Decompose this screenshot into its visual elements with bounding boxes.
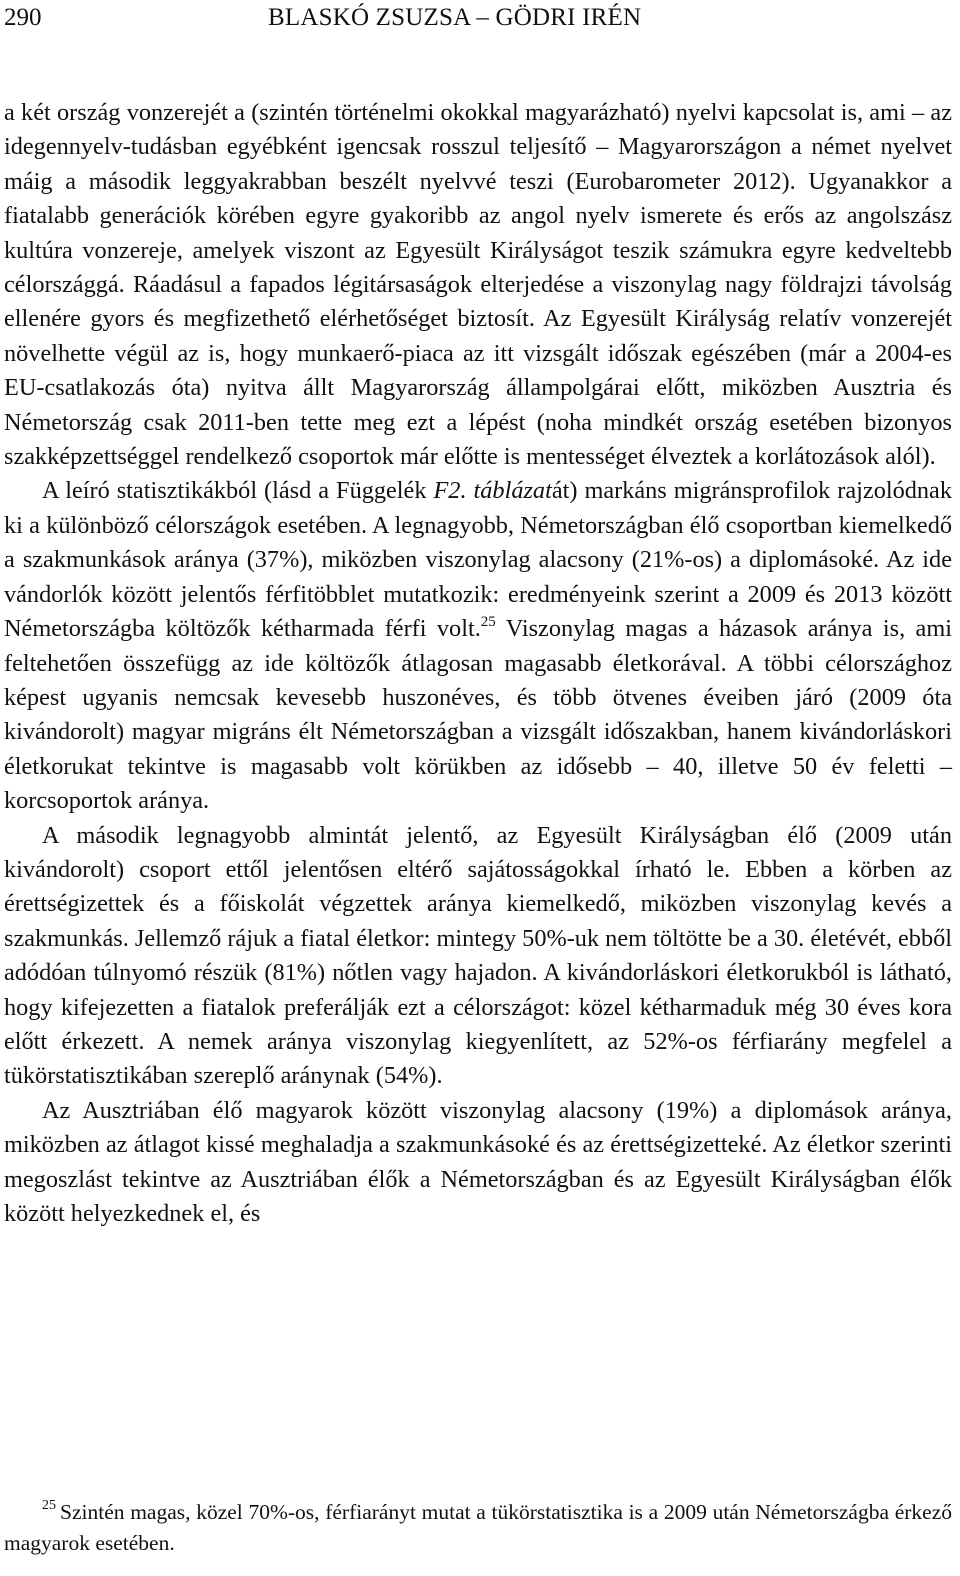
paragraph-3 xyxy=(4,819,952,1094)
footnote-25 xyxy=(4,1497,952,1559)
page-header xyxy=(4,0,952,36)
body-text xyxy=(4,96,952,1231)
footnote-reference-25[interactable]: 25 xyxy=(480,614,496,631)
footnote-divider xyxy=(4,1476,244,1477)
paragraph-1-text: a két ország vonzerejét a (szintén történelmi okokkal magyarázható) nyelvi kapcsolat is, ami – az idegennyelv-tudásban egyébként igencsak rosszul teljesítő – Magyarországon a német nyelvet máig a második leggyakrabban beszélt nyelvvé teszi (Eurobarometer 2012). Ugyanakkor a fiatalabb generációk körében egyre gyakoribb az angol nyelv ismerete és erős az angolszász kultúra vonzereje, amelyek viszont az Egyesült Királyságot teszik számukra egyre kedveltebb célországgá. Ráadásul a fapados légitársaságok elterjedése a viszonylag nagy földrajzi távolság ellenére gyors és megfizethető elérhetőséget biztosít. Az Egyesült Királyság relatív vonzerejét növelhette végül az is, hogy munkaerő-piaca az itt vizsgált időszak egészében (már a 2004-es EU-csatlakozás óta) nyitva állt Magyarország állampolgárai előtt, miközben Ausztria és Németország csak 2011-ben tette meg ezt a lépést (noha mindkét ország esetében bizonyos szakképzettséggel rendelkező csoportok már előtte is mentességet élveztek a korlátozások alól). xyxy=(4,99,952,471)
paragraph-2-text-start: A leíró statisztikákból (lásd a Függelék xyxy=(42,477,434,505)
page-number: 290 xyxy=(4,4,42,31)
paragraph-3-text: A második legnagyobb almintát jelentő, az Egyesült Királyságban élő (2009 után kivándorolt) csoport ettől jelentősen eltérő sajátosságokkal írható le. Ebben a körben az érettségizettek és a főiskolát végzettek aránya kiemelkedő, miközben viszonylag kevés a szakmunkás. Jellemző rájuk a fiatal életkor: mintegy 50%-uk nem töltötte be a 30. életévét, ebből adódóan túlnyomó részük (81%) nőtlen vagy hajadon. A kivándorláskori életkorukból is látható, hogy kifejezetten a fiatalok preferálják ezt a célországot: közel kétharmaduk még 30 éves kora előtt érkezett. A nemek aránya viszonylag kiegyenlített, az 52%-os férfiarány megfelel a tükörstatisztikában szereplő aránynak (54%). xyxy=(4,821,952,1090)
paragraph-1 xyxy=(4,96,952,474)
paragraph-4 xyxy=(4,1094,952,1232)
footnote-paragraph xyxy=(4,1497,952,1559)
paragraph-2-text-middle: át) markáns migránsprofilok rajzolódnak ki a különböző célországok esetében. A legnagyobb, Németországban élő csoportban kiemelkedő a szakmunkások aránya (37%), miközben viszonylag alacsony (21%-os) a diplomásoké. Az ide vándorlók között jelentős férfitöbblet mutatkozik: eredményeink szerint a 2009 és 2013 között Németországba költözők kétharmada férfi volt. xyxy=(4,477,952,643)
footnote-number: 25 xyxy=(42,1498,56,1513)
appendix-table-reference: F2. táblázat xyxy=(433,477,552,505)
paragraph-4-text: Az Ausztriában élő magyarok között viszonylag alacsony (19%) a diplomások aránya, miközben az átlagot kissé meghaladja a szakmunkásoké és az érettségizetteké. Az életkor szerinti megoszlást tekintve az Ausztriában élők a Németországban és az Egyesült Királyságban élők között helyezkednek el, és xyxy=(4,1096,952,1227)
paragraph-2-text-end: Viszonylag magas a házasok aránya is, ami feltehetően összefügg az ide költözők átlagosan magasabb életkorával. A többi célországhoz képest ugyanis nemcsak kevesebb huszonéves, és több ötvenes éveiben járó (2009 óta kivándorolt) magyar migráns élt Németországban a vizsgált időszakban, hanem kivándorláskori életkorukat tekintve is magasabb volt körükben az idősebb – 40, illetve 50 év feletti – korcsoportok aránya. xyxy=(4,615,952,815)
running-head: BLASKÓ ZSUZSA – GÖDRI IRÉN xyxy=(268,4,642,31)
footnote-text: Szintén magas, közel 70%-os, férfiarányt mutat a tükörstatisztika is a 2009 után Németországba érkező magyarok esetében. xyxy=(4,1500,952,1555)
paragraph-2 xyxy=(4,474,952,818)
